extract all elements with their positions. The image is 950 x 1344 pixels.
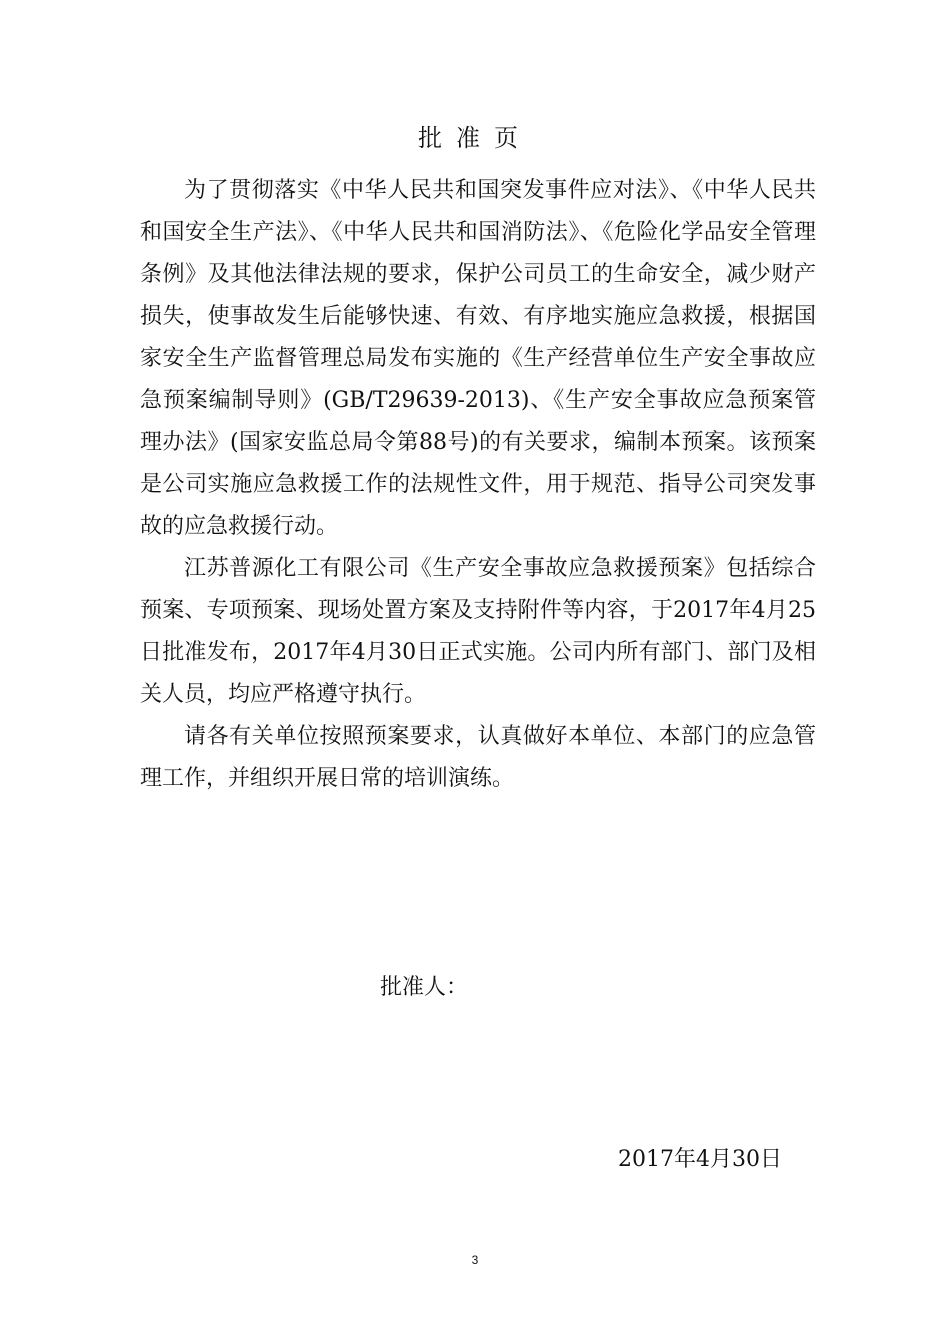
paragraph-purpose: 为了贯彻落实《中华人民共和国突发事件应对法》、《中华人民共和国安全生产法》、《中华人民共和国消防法》、《危险化学品安全管理条例》及其他法律法规的要求，保护公司员工的生命安全，减少财产损失，使事故发生后能够快速、有效、有序地实施应急救援，根据国家安全生产监督管理总局发布实施的《生产经营单位生产安全事故应急预案编制导则》(GB/T29639-2013)、《生产安全事故应急预案管理办法》(国家安监总局令第88号)的有关要求，编制本预案。该预案是公司实施应急救援工作的法规性文件，用于规范、指导公司突发事故的应急救援行动。: [140, 178, 816, 539]
signature-date: 2017年4月30日: [618, 1147, 782, 1172]
paragraph-request: 请各有关单位按照预案要求，认真做好本单位、本部门的应急管理工作，并组织开展日常的培训演练。: [140, 724, 816, 791]
page-number: 3: [471, 1253, 479, 1267]
body-text: [140, 170, 816, 800]
approver-label: 批准人：: [380, 975, 469, 1000]
page-title: 批准页: [418, 124, 532, 152]
paragraph-release: 江苏普源化工有限公司《生产安全事故应急救援预案》包括综合预案、专项预案、现场处置方案及支持附件等内容，于2017年4月25日批准发布，2017年4月30日正式实施。公司内所有部门、部门及相关人员，均应严格遵守执行。: [140, 556, 816, 707]
